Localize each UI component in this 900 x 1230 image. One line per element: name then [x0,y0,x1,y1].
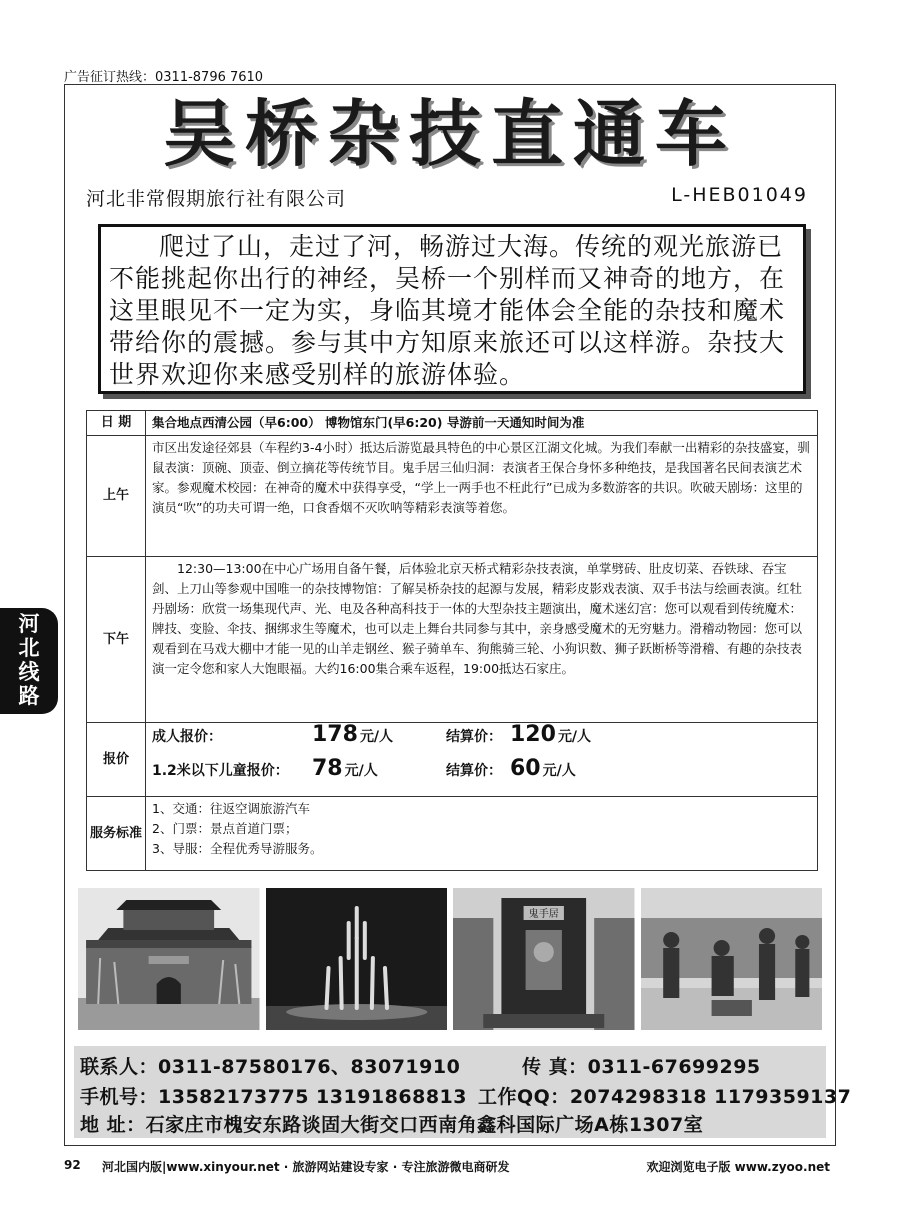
service-label: 服务标准 [87,797,146,871]
adult-price: 178 [312,722,358,747]
unit: 元/人 [359,729,394,745]
footer-left: 河北国内版|www.xinyour.net · 旅游网站建设专家 · 专注旅游微电商研发 [102,1160,510,1174]
date-label: 日 期 [87,411,146,436]
fax-label: 传 真： [522,1056,588,1078]
adult-price-row [152,722,811,759]
region-tab-char: 河 [18,612,40,636]
address-label: 地 址： [80,1114,146,1136]
page-title: 吴桥杂技直通车 [162,92,737,176]
region-tab-char: 北 [18,636,40,660]
phone-label: 联系人： [80,1056,159,1078]
service-cell [146,797,818,871]
page-number: 92 [64,1158,81,1172]
adult-settle-label: 结算价： [446,729,502,745]
table-row [87,411,818,436]
photo-sign-text: 鬼手居 [528,909,559,920]
contact-line [478,1082,851,1109]
mobile-label: 手机号： [80,1086,159,1108]
statues-photo [641,888,823,1030]
service-item: 3、导服：全程优秀导游服务。 [152,841,323,856]
adult-settle-price: 120 [510,722,556,747]
contact-box [74,1046,852,1138]
address: 石家庄市槐安东路谈固大街交口西南角鑫科国际广场A栋1307室 [145,1114,704,1136]
table-row [87,557,818,723]
service-item: 1、交通：往返空调旅游汽车 [152,801,310,816]
table-row [87,797,818,871]
fax-number: 0311-67699295 [587,1056,761,1078]
intro-box [98,224,806,394]
contact-line [80,1082,467,1109]
child-price-row [152,756,811,793]
gate-photo [78,888,260,1030]
license-number: L-HEB01049 [671,184,808,206]
ad-hotline: 广告征订热线：0311-8796 7610 [64,70,264,85]
child-price-label: 1.2米以下儿童报价： [152,763,289,779]
company-name: 河北非常假期旅行社有限公司 [86,188,347,210]
qq-number: 2074298318 1179359137 [569,1086,852,1108]
price-cell [146,723,818,797]
region-tab-char: 线 [18,660,40,684]
afternoon-text: 12:30—13:00在中心广场用自备午餐，后体验北京天桥式精彩杂技表演，单掌劈砖、肚皮切菜、吞铁球、吞宝剑、上刀山等参观中国唯一的杂技博物馆：了解吴桥杂技的起源与发展，精彩皮影戏表演、双手书法与绘画表演。红牡丹剧场：欣赏一场集现代声、光、电及各种高科技于一体的大型杂技主题演出，魔术迷幻宫：您可以观看到传统魔术：牌技、变脸、伞技、捆绑求生等魔术，也可以走上舞台共同参与其中，亲身感受魔术的无穷魅力。滑稽动物园：您可以观看到在马戏大棚中才能一见的山羊走钢丝、猴子骑单车、狗熊骑三轮、小狗识数、狮子跃断桥等滑稽、有趣的杂技表演一定令您和家人大饱眼福。大约16:00集合乘车返程，19:00抵达石家庄。 [146,557,818,723]
date-text: 集合地点西清公园（早6:00） 博物馆东门(早6:20) 导游前一天通知时间为准 [146,411,818,436]
ghost-hand-house-photo [453,888,635,1030]
morning-text: 市区出发途径郊县（车程约3-4小时）抵达后游览最具特色的中心景区江湖文化城。为我们奉献一出精彩的杂技盛宴，驯鼠表演：顶碗、顶壶、倒立摘花等传统节目。鬼手居三仙归洞：表演者王保合身怀多种绝技，是我国著名民间表演艺术家。参观魔术校园：在神奇的魔术中获得享受，“学上一两手也不枉此行”已成为多数游客的共识。吹破天剧场：这里的演员“吹”的功夫可谓一绝，口食香烟不灭吹呐等精彩表演等着您。 [146,436,818,557]
qq-label: 工作QQ： [478,1086,570,1108]
service-item: 2、门票：景点首道门票； [152,821,298,836]
contact-line [80,1110,703,1137]
phone-number: 0311-87580176、83071910 [158,1056,461,1078]
table-row [87,723,818,797]
mobile-number: 13582173775 13191868813 [158,1086,467,1108]
afternoon-label: 下午 [87,557,146,723]
unit: 元/人 [542,763,576,779]
contact-line [80,1052,460,1079]
footer-right: 欢迎浏览电子版 www.zyoo.net [646,1160,830,1174]
child-settle-label: 结算价： [446,763,502,779]
photo-strip [78,888,822,1030]
morning-label: 上午 [87,436,146,557]
child-price: 78 [312,756,343,781]
intro-text: 爬过了山，走过了河，畅游过大海。传统的观光旅游已不能挑起你出行的神经，吴桥一个别样而又神奇的地方，在这里眼见不一定为实，身临其境才能体会全能的杂技和魔术带给你的震撼。参与其中方知原来旅还可以这样游。杂技大世界欢迎你来感受别样的旅游体验。 [109,232,786,389]
table-row [87,436,818,557]
contact-line [522,1052,761,1079]
itinerary-table [86,410,818,871]
price-label: 报价 [87,723,146,797]
unit: 元/人 [557,729,592,745]
adult-price-label: 成人报价： [152,729,222,745]
unit: 元/人 [344,763,378,779]
acrobats-photo [266,888,448,1030]
child-settle-price: 60 [510,756,541,781]
region-tab-char: 路 [18,684,40,708]
region-tab [0,608,58,714]
